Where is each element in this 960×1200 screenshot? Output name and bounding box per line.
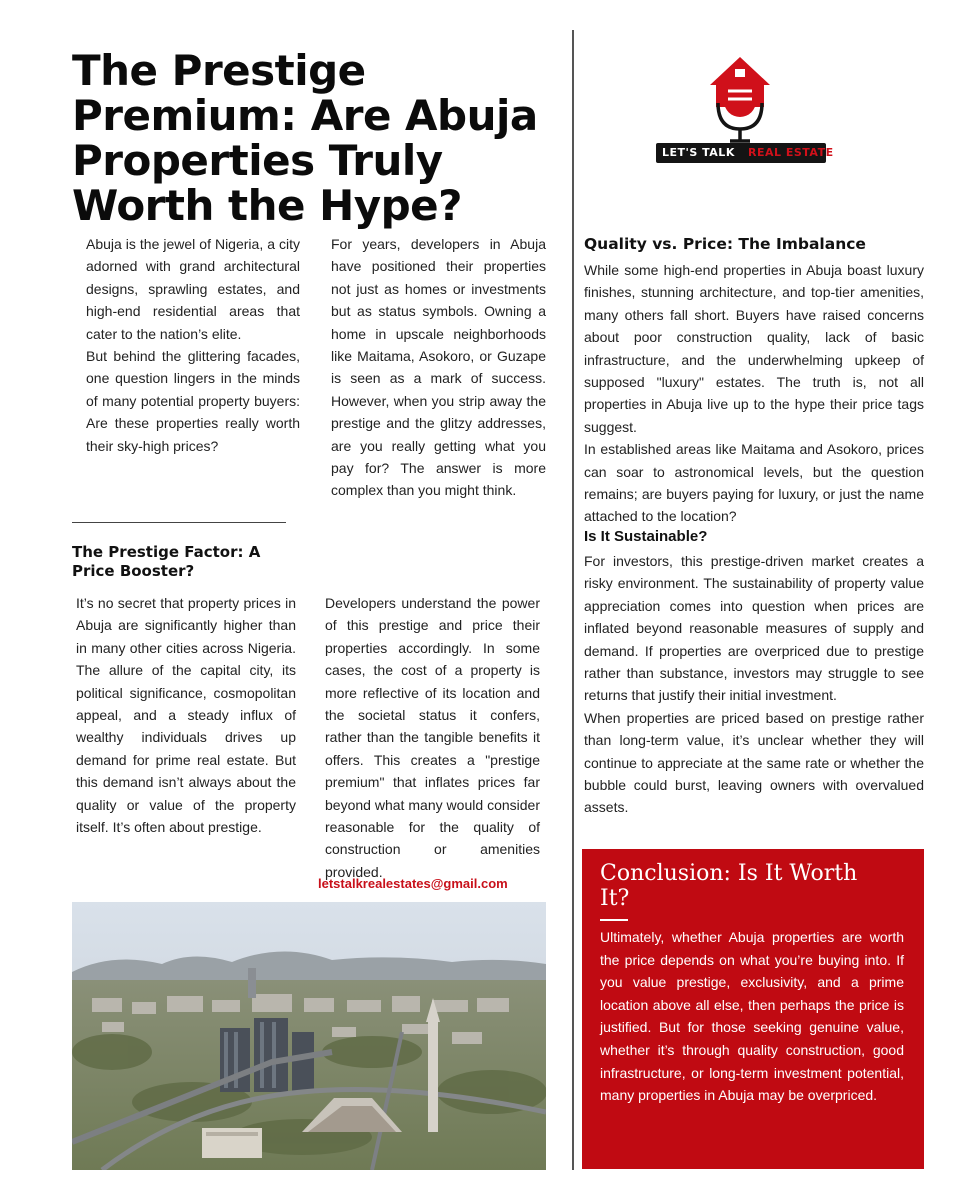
prestige-column-1: [76, 592, 296, 838]
intro-column-1: [86, 233, 300, 457]
conclusion-heading: Conclusion: Is It Worth It?: [600, 861, 858, 911]
section-rule: [72, 522, 286, 523]
conclusion-rule: [600, 919, 628, 921]
logo-word-2: REAL ESTATE: [748, 146, 834, 159]
column-divider: [572, 30, 574, 1170]
quality-body: [584, 259, 924, 528]
intro-paragraph: For years, developers in Abuja have positioned their properties not just as homes or investments but as status symbols. Owning a home in upscale neighborhoods like Maitama, Asokoro, or Guzape is seen as a mark of success. However, when you strip away the prestige and the glitzy addresses, are you really getting what you pay for? The answer is more complex than you might think.: [331, 236, 546, 499]
quality-paragraph: While some high-end properties in Abuja boast luxury finishes, stunning architecture, and top-tier amenities, many others fall short. Buyers have raised concerns about poor construction quality, lack of basic infrastructure, and the underwhelming upkeep of supposed "luxury" estates. The truth is, not all properties in Abuja live up to the hype their price tags suggest.: [584, 262, 924, 435]
conclusion-text: Ultimately, whether Abuja properties are worth the price depends on what you’re buying into. If you value prestige, exclusivity, and a prime location above all else, then perhaps the price is justified. But for those seeking genuine value, whether it’s through quality construction, good infrastructure, or long-term investment potential, many properties in Abuja may be overpriced.: [600, 929, 904, 1104]
intro-paragraph: But behind the glittering facades, one question lingers in the minds of many potential property buyers: Are these properties really worth their sky-high prices?: [86, 348, 300, 454]
cityscape-illustration: [72, 902, 546, 1170]
microphone-house-icon: [640, 55, 840, 145]
conclusion-box: [582, 849, 924, 1169]
prestige-heading: The Prestige Factor: A Price Booster?: [72, 543, 261, 580]
intro-paragraph: Abuja is the jewel of Nigeria, a city adorned with grand architectural designs, sprawling estates, and high-end residential areas that cater to the nation’s elite.: [86, 236, 300, 342]
sustainable-heading: Is It Sustainable?: [584, 528, 708, 545]
page-title: The Prestige Premium: Are Abuja Properties Truly Worth the Hype?: [72, 46, 538, 230]
sustainable-paragraph: For investors, this prestige-driven market creates a risky environment. The sustainability of property value appreciation comes into question when prices are inflated beyond reasonable measures of supply and demand. If properties are overpriced due to prestige rather than substance, investors may struggle to see returns that justify their initial investment.: [584, 553, 924, 704]
prestige-paragraph: It’s no secret that property prices in Abuja are significantly higher than in many other cities across Nigeria. The allure of the capital city, its political significance, cosmopolitan appeal, and a steady influx of wealthy individuals drives up demand for prime real estate. But this demand isn’t always about the quality or value of the property itself. It’s often about prestige.: [76, 595, 296, 836]
logo-word-1: LET'S TALK: [662, 146, 735, 159]
brand-logo: [640, 55, 840, 175]
quality-heading: Quality vs. Price: The Imbalance: [584, 235, 866, 253]
quality-paragraph: In established areas like Maitama and Asokoro, prices can soar to astronomical levels, but the question remains; are buyers paying for luxury, or just the name attached to the location?: [584, 441, 924, 525]
intro-column-2: [331, 233, 546, 502]
prestige-paragraph: Developers understand the power of this prestige and price their properties accordingly. In some cases, the cost of a property is more reflective of its location and the societal status it confers, rather than the tangible benefits it offers. This creates a "prestige premium" that inflates prices far beyond what many would consider reasonable for the quality of construction or amenities provided.: [325, 595, 540, 880]
sustainable-body: [584, 550, 924, 819]
contact-email-link[interactable]: letstalkrealestates@gmail.com: [318, 876, 508, 891]
prestige-column-2: [325, 592, 540, 883]
abuja-aerial-cityscape-photo: [72, 902, 546, 1170]
sustainable-paragraph: When properties are priced based on prestige rather than long-term value, it’s unclear whether they will continue to appreciate at the same rate or whether the bubble could burst, leaving owners with overvalued assets.: [584, 709, 924, 816]
